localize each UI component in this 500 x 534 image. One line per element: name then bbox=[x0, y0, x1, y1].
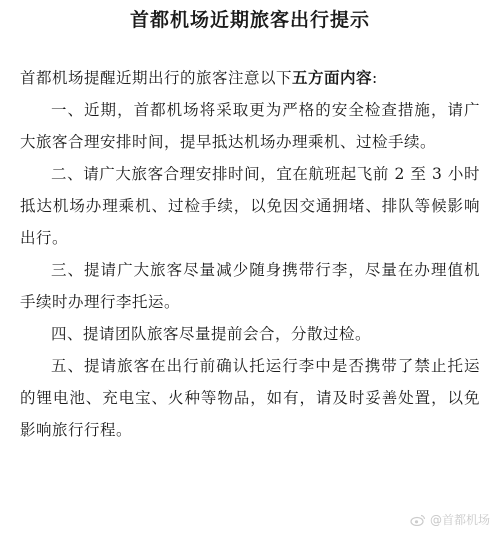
item-1: 一、近期，首都机场将采取更为严格的安全检查措施，请广大旅客合理安排时间，提早抵达机场办理乘机、过检手续。 bbox=[20, 101, 480, 151]
item-2: 二、请广大旅客合理安排时间，宜在航班起飞前 2 至 3 小时抵达机场办理乘机、过检手续，以免因交通拥堵、排队等候影响出行。 bbox=[20, 165, 480, 247]
weibo-icon bbox=[410, 514, 426, 526]
item-4: 四、提请团队旅客尽量提前会合，分散过检。 bbox=[51, 325, 372, 343]
intro-bold-text: 五方面内容 bbox=[292, 68, 373, 87]
document-body bbox=[20, 62, 480, 446]
item-3: 三、提请广大旅客尽量减少随身携带行李，尽量在办理值机手续时办理行李托运。 bbox=[20, 261, 480, 311]
intro-paragraph bbox=[20, 62, 480, 94]
intro-text: 首都机场提醒近期出行的旅客注意以下 bbox=[20, 69, 293, 87]
document-title: 首都机场近期旅客出行提示 bbox=[129, 9, 370, 31]
item-5: 五、提请旅客在出行前确认托运行李中是否携带了禁止托运的锂电池、充电宝、火种等物品，如有，请及时妥善处置，以免影响旅行行程。 bbox=[20, 357, 480, 439]
watermark bbox=[410, 511, 490, 528]
watermark-text: @首都机场 bbox=[429, 513, 490, 527]
intro-end: : bbox=[372, 69, 378, 87]
